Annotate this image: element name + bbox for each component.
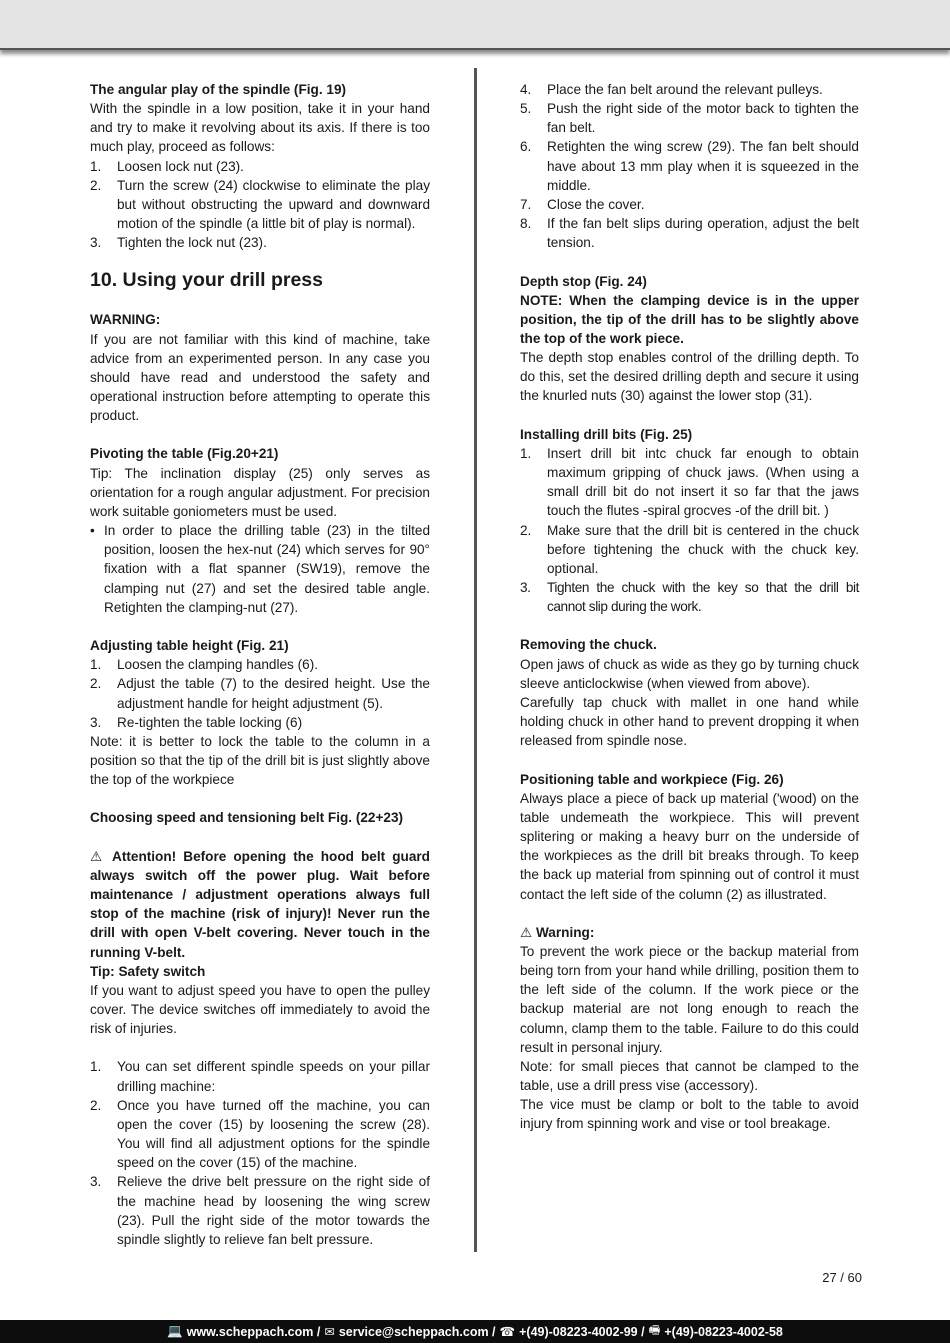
pivot-list (90, 521, 430, 617)
mail-icon: ✉ (324, 1325, 335, 1339)
list-item: 5. Push the right side of the motor back to tighten the fan belt. (520, 101, 859, 136)
speed-steps-continued (520, 80, 859, 252)
column-divider (474, 68, 477, 1252)
list-item: 3. Tighten the lock nut (23). (90, 235, 267, 251)
list-item: 2. Adjust the table (7) to the desired height. Use the adjustment handle for height adjustment (5). (90, 676, 430, 711)
page-number: 27 / 60 (822, 1270, 862, 1285)
list-item: 2. Make sure that the drill bit is centered in the chuck before tightening the chuck with the chuck key. optional. (520, 522, 859, 576)
bullet-icon: • (90, 523, 95, 539)
angular-play-steps (90, 157, 430, 253)
depth-heading: Depth stop (Fig. 24) (520, 273, 647, 289)
chuck-heading: Removing the chuck. (520, 637, 657, 653)
warning2-text: To prevent the work piece or the backup material from being torn from your hand while drilling, position them to the left side of the column. If the work piece or the backup material are not long enough to reach the column, clamp them to the table. Failure to do this could result in personal injury. (520, 943, 859, 1055)
attention-text: ⚠ Attention! Before opening the hood belt guard always switch off the power plug. Wait before maintenance / adjustment operations always full stop of the machine (risk of injury)! Never run the drill with open V-belt covering. Never touch in the running V-belt. (90, 848, 430, 960)
section-title: 10. Using your drill press (90, 269, 323, 292)
list-item: 3. Relieve the drive belt pressure on the right side of the machine head by loosening the wing screw (23). Pull the right side of the motor towards the spindle slightly to relieve fan belt pressure. (90, 1174, 430, 1247)
warning-heading: WARNING: (90, 312, 161, 328)
phone-icon: ☎ (499, 1325, 516, 1339)
height-heading: Adjusting table height (Fig. 21) (90, 638, 289, 654)
list-item: 2. Once you have turned off the machine, you can open the cover (15) by loosening the screw (28). You will find all adjustment options for the spindle speed on the cover (15) of the machine. (90, 1097, 430, 1171)
list-item: 1. You can set different spindle speeds on your pillar drilling machine: (90, 1059, 430, 1094)
list-item: 3. Tighten the chuck with the key so that the drill bit cannot slip during the work. (520, 580, 859, 615)
warning2-vice: The vice must be clamp or bolt to the table to avoid injury from spinning work and vise or tool breakage. (520, 1097, 859, 1132)
list-item: 7. Close the cover. (520, 196, 645, 212)
depth-text: The depth stop enables control of the drilling depth. To do this, set the desired drilling depth and secure it using the knurled nuts (30) against the lower stop (31). (520, 350, 859, 404)
right-column (520, 80, 859, 1134)
list-item: 8. If the fan belt slips during operation, adjust the belt tension. (520, 216, 859, 251)
tip-heading: Tip: Safety switch (90, 963, 206, 979)
warning-text: If you are not familiar with this kind of machine, take advice from an experimented person. In any case you should have read and understood the safety and operational instruction before attempting to operate this product. (90, 331, 430, 424)
footer-fax: +(49)-08223-4002-58 (664, 1324, 783, 1339)
height-steps (90, 655, 430, 732)
pivot-tip: Tip: The inclination display (25) only serves as orientation for a rough angular adjustment. For precision work suitable goniometers must be used. (90, 465, 430, 519)
footer-bar (0, 1320, 950, 1343)
angular-play-intro: With the spindle in a low position, take it in your hand and try to make it revolving about its axis. If there is too much play, proceed as follows: (90, 101, 430, 155)
position-text: Always place a piece of back up material ('wood) on the table undemeath the workpiece. This wiII prevent splitering or making a heavy burr on the underside of the workpieces as the drill bit breaks through. To keep the back up material from spinning out of control it must contact the left side of the column (2) as illustrated. (520, 790, 859, 902)
footer-phone: +(49)-08223-4002-99 / (519, 1324, 645, 1339)
computer-icon: 💻 (167, 1324, 183, 1338)
bits-heading: Installing drill bits (Fig. 25) (520, 426, 693, 442)
list-item: 6. Retighten the wing screw (29). The fan belt should have about 13 mm play when it is squeezed in the middle. (520, 139, 859, 193)
list-item: 2. Turn the screw (24) clockwise to eliminate the play but without obstructing the upward and downward motion of the spindle (a little bit of play is normal). (90, 177, 430, 232)
left-column (90, 80, 430, 1249)
pivot-heading: Pivoting the table (Fig.20+21) (90, 446, 279, 462)
depth-note: NOTE: When the clamping device is in the upper position, the tip of the drill has to be slightly above the top of the work piece. (520, 292, 859, 347)
list-item: 1. Insert drill bit intc chuck far enough to obtain maximum gripping of chuck jaws. (When using a small drill bit do not insert it so far that the jaws touch the flutes -spiral grocves -of the drill bit. ) (520, 445, 859, 519)
position-heading: Positioning table and workpiece (Fig. 26) (520, 771, 784, 787)
tip-text: If you want to adjust speed you have to open the pulley cover. The device switches off immediately to avoid the risk of injuries. (90, 982, 430, 1037)
list-item: 1. Loosen the clamping handles (6). (90, 657, 319, 673)
list-item: 4. Place the fan belt around the relevant pulleys. (520, 82, 823, 97)
footer-mail-link[interactable]: service@scheppach.com / (338, 1324, 496, 1339)
fax-icon: 🖷 (648, 1323, 661, 1337)
chuck-text-1: Open jaws of chuck as wide as they go by turning chuck sleeve anticlockwise (when viewed from above). (520, 656, 859, 691)
height-note: Note: it is better to lock the table to the column in a position so that the tip of the drill bit is just slightly above the top of the workpiece (90, 733, 430, 788)
speed-steps (90, 1057, 430, 1249)
list-item: • In order to place the drilling table (23) in the tilted position, loosen the hex-nut (24) which serves for 90° fixation with a flat spanner (SW19), remove the clamping nut (27) and set the desired table angle. Retighten the clamping-nut (27). (90, 521, 430, 617)
angular-play-heading: The angular play of the spindle (Fig. 19) (90, 82, 347, 97)
list-item: 1. Loosen lock nut (23). (90, 158, 244, 174)
speed-heading: Choosing speed and tensioning belt Fig. (22+23) (90, 810, 404, 826)
bits-steps (520, 444, 859, 616)
footer-web-link[interactable]: www.scheppach.com / (186, 1324, 321, 1339)
warning2-heading: ⚠ Warning: (520, 924, 595, 940)
list-item: 3. Re-tighten the table locking (6) (90, 714, 303, 730)
warning2-note: Note: for small pieces that cannot be clamped to the table, use a drill press vise (accessory). (520, 1058, 859, 1094)
header-bar (0, 0, 950, 50)
chuck-text-2: Carefully tap chuck with mallet in one hand while holding chuck in other hand to prevent dropping it when released from spindle nose. (520, 694, 859, 749)
